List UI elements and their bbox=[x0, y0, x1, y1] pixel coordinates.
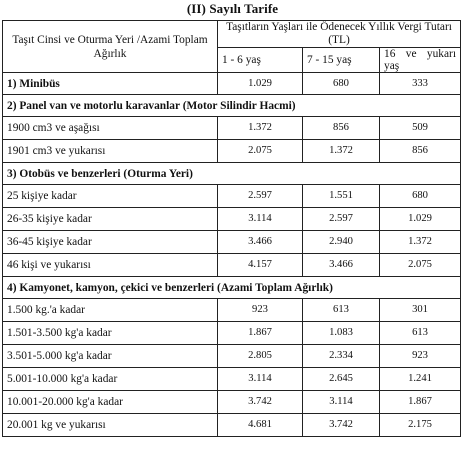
tax-value-age-7-15: 2.334 bbox=[303, 345, 380, 368]
table-row bbox=[3, 117, 461, 140]
tax-value-age-16-plus: 333 bbox=[380, 73, 461, 95]
row-label: 3.501-5.000 kg'a kadar bbox=[3, 345, 218, 368]
table-row bbox=[3, 368, 461, 391]
tax-value-age-16-plus: 509 bbox=[380, 117, 461, 140]
tax-value-age-7-15: 1.372 bbox=[303, 140, 380, 163]
tax-value-age-1-6: 3.466 bbox=[218, 231, 303, 254]
section-heading: 2) Panel van ve motorlu karavanlar (Motor Silindir Hacmi) bbox=[3, 95, 461, 117]
tariff-table bbox=[2, 20, 461, 437]
row-label: 1900 cm3 ve aşağısı bbox=[3, 117, 218, 140]
table-row bbox=[3, 208, 461, 231]
age-1-6-header: 1 - 6 yaş bbox=[218, 48, 303, 73]
section-heading: 4) Kamyonet, kamyon, çekici ve benzerleri (Azami Toplam Ağırlık) bbox=[3, 277, 461, 299]
tax-value-age-16-plus: 2.175 bbox=[380, 414, 461, 437]
table-row bbox=[3, 322, 461, 345]
row-label: 26-35 kişiye kadar bbox=[3, 208, 218, 231]
row-label: 1.501-3.500 kg'a kadar bbox=[3, 322, 218, 345]
row-label: 5.001-10.000 kg'a kadar bbox=[3, 368, 218, 391]
table-row bbox=[3, 185, 461, 208]
tax-value-age-16-plus: 1.241 bbox=[380, 368, 461, 391]
age-16-plus-line1: 16 ve yukarı bbox=[384, 48, 457, 60]
tax-value-age-1-6: 1.029 bbox=[218, 73, 303, 95]
row-label: 46 kişi ve yukarısı bbox=[3, 254, 218, 277]
row-label: 36-45 kişiye kadar bbox=[3, 231, 218, 254]
tax-value-age-1-6: 3.742 bbox=[218, 391, 303, 414]
age-16-plus-header bbox=[380, 48, 461, 73]
tax-value-age-7-15: 856 bbox=[303, 117, 380, 140]
tax-value-age-1-6: 923 bbox=[218, 299, 303, 322]
section-heading-row bbox=[3, 95, 461, 117]
row-label: 1901 cm3 ve yukarısı bbox=[3, 140, 218, 163]
tax-value-age-16-plus: 301 bbox=[380, 299, 461, 322]
tax-value-age-16-plus: 923 bbox=[380, 345, 461, 368]
tax-value-age-16-plus: 2.075 bbox=[380, 254, 461, 277]
tax-value-age-7-15: 613 bbox=[303, 299, 380, 322]
tax-value-age-1-6: 3.114 bbox=[218, 368, 303, 391]
table-row bbox=[3, 414, 461, 437]
vehicle-type-header: Taşıt Cinsi ve Oturma Yeri /Azami Toplam Ağırlık bbox=[3, 21, 218, 73]
row-label: 10.001-20.000 kg'a kadar bbox=[3, 391, 218, 414]
tax-value-age-16-plus: 613 bbox=[380, 322, 461, 345]
tax-value-age-1-6: 4.681 bbox=[218, 414, 303, 437]
row-label: 1) Minibüs bbox=[3, 73, 218, 95]
tax-value-age-1-6: 2.075 bbox=[218, 140, 303, 163]
tax-value-age-16-plus: 1.029 bbox=[380, 208, 461, 231]
row-label: 1.500 kg.'a kadar bbox=[3, 299, 218, 322]
tax-value-age-1-6: 1.372 bbox=[218, 117, 303, 140]
table-row bbox=[3, 391, 461, 414]
section-heading: 3) Otobüs ve benzerleri (Oturma Yeri) bbox=[3, 163, 461, 185]
tax-value-age-7-15: 3.114 bbox=[303, 391, 380, 414]
table-row-minibus bbox=[3, 73, 461, 95]
tax-value-age-16-plus: 1.867 bbox=[380, 391, 461, 414]
table-header bbox=[3, 21, 461, 73]
section-heading-row bbox=[3, 163, 461, 185]
tax-value-age-1-6: 1.867 bbox=[218, 322, 303, 345]
table-row bbox=[3, 254, 461, 277]
section-heading-row bbox=[3, 277, 461, 299]
tax-value-age-1-6: 2.805 bbox=[218, 345, 303, 368]
tax-value-age-7-15: 2.597 bbox=[303, 208, 380, 231]
page-title: (II) Sayılı Tarife bbox=[186, 1, 279, 16]
table-row bbox=[3, 140, 461, 163]
table-row bbox=[3, 345, 461, 368]
tax-value-age-1-6: 3.114 bbox=[218, 208, 303, 231]
tax-value-age-7-15: 3.742 bbox=[303, 414, 380, 437]
tax-value-age-7-15: 1.551 bbox=[303, 185, 380, 208]
table-body bbox=[3, 73, 461, 437]
table-row bbox=[3, 299, 461, 322]
tax-value-age-1-6: 2.597 bbox=[218, 185, 303, 208]
tax-value-age-7-15: 1.083 bbox=[303, 322, 380, 345]
tax-value-age-7-15: 2.645 bbox=[303, 368, 380, 391]
age-16-plus-line2: yaş bbox=[384, 60, 400, 72]
tax-value-age-7-15: 2.940 bbox=[303, 231, 380, 254]
table-row bbox=[3, 231, 461, 254]
tax-value-age-16-plus: 1.372 bbox=[380, 231, 461, 254]
tax-value-age-7-15: 3.466 bbox=[303, 254, 380, 277]
row-label: 25 kişiye kadar bbox=[3, 185, 218, 208]
tax-value-age-1-6: 4.157 bbox=[218, 254, 303, 277]
annual-tax-header: Taşıtların Yaşları ile Ödenecek Yıllık Vergi Tutarı (TL) bbox=[218, 21, 461, 48]
tax-value-age-7-15: 680 bbox=[303, 73, 380, 95]
row-label: 20.001 kg ve yukarısı bbox=[3, 414, 218, 437]
tax-value-age-16-plus: 680 bbox=[380, 185, 461, 208]
age-7-15-header: 7 - 15 yaş bbox=[303, 48, 380, 73]
tax-value-age-16-plus: 856 bbox=[380, 140, 461, 163]
